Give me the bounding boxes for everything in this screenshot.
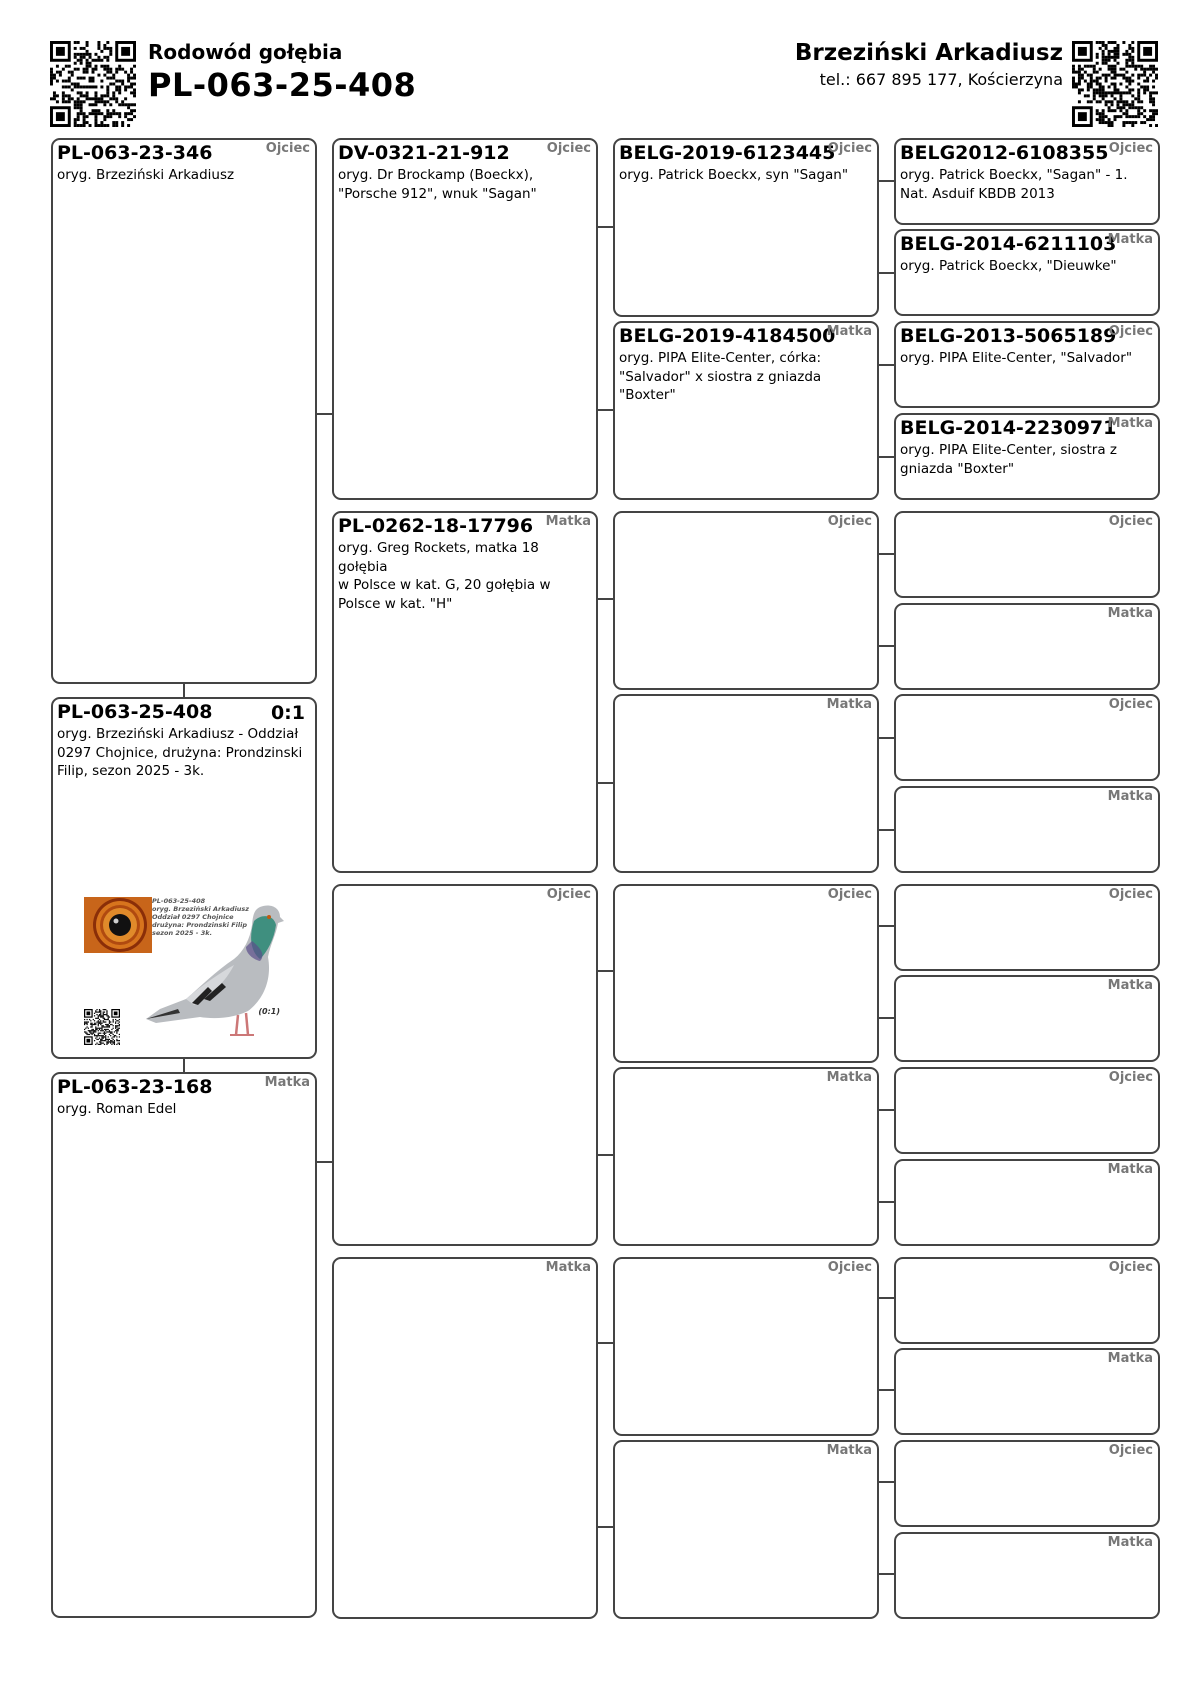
pedigree-card-mf[interactable]	[332, 884, 598, 1246]
pedigree-card-empty[interactable]	[894, 694, 1160, 781]
pedigree-card-mother[interactable]	[51, 1072, 317, 1618]
pedigree-card-ff[interactable]	[332, 138, 598, 500]
ring-number: DV-0321-21-912	[338, 142, 510, 164]
pedigree-card-empty[interactable]	[894, 1257, 1160, 1344]
score: 0:1	[270, 702, 305, 724]
pedigree-card-mm[interactable]	[332, 1257, 598, 1619]
photo-score: (0:1)	[258, 1007, 280, 1016]
description: oryg. Patrick Boeckx, syn "Sagan"	[619, 167, 849, 183]
role-label: Ojciec	[546, 141, 591, 156]
description: oryg. PIPA Elite-Center, córka: "Salvador" x siostra z gniazda "Boxter"	[619, 350, 822, 403]
pedigree-card-empty[interactable]	[894, 1348, 1160, 1435]
pedigree-card-fmm[interactable]	[613, 694, 879, 873]
ring-number: PL-0262-18-17796	[338, 515, 534, 537]
pedigree-card-ffff[interactable]	[894, 138, 1160, 225]
role-label: Ojciec	[1108, 514, 1153, 529]
description: oryg. PIPA Elite-Center, siostra z gniazda "Boxter"	[900, 442, 1117, 477]
owner-contact: tel.: 667 895 177, Kościerzyna	[819, 70, 1063, 89]
owner-name: Brzeziński Arkadiusz	[794, 40, 1063, 66]
pedigree-card-empty[interactable]	[894, 511, 1160, 598]
role-label: Matka	[826, 697, 872, 712]
qr-code-left	[50, 41, 136, 127]
ring-number: BELG-2019-6123445	[619, 142, 836, 164]
role-label: Ojciec	[1108, 887, 1153, 902]
description: oryg. Roman Edel	[57, 1101, 177, 1117]
pedigree-card-mff[interactable]	[613, 884, 879, 1063]
role-label: Ojciec	[827, 887, 872, 902]
role-label: Matka	[1107, 416, 1153, 431]
pedigree-card-fff[interactable]	[613, 138, 879, 317]
ring-number: PL-063-23-346	[57, 142, 213, 164]
pedigree-card-empty[interactable]	[894, 1159, 1160, 1246]
role-label: Matka	[826, 1443, 872, 1458]
description: oryg. Patrick Boeckx, "Dieuwke"	[900, 258, 1117, 274]
ring-number: BELG2012-6108355	[900, 142, 1109, 164]
role-label: Matka	[826, 1070, 872, 1085]
role-label: Matka	[545, 514, 591, 529]
ring-number: PL-063-23-168	[57, 1076, 213, 1098]
qr-code-photo	[84, 1009, 120, 1045]
photo-caption: PL-063-25-408 oryg. Brzeziński Arkadiusz Oddział 0297 Chojnice drużyna: Prondzinski Filip sezon 2025 - 3k.	[152, 897, 250, 937]
pedigree-card-empty[interactable]	[894, 786, 1160, 873]
role-label: Matka	[545, 1260, 591, 1275]
role-label: Matka	[1107, 606, 1153, 621]
ring-number: PL-063-25-408	[57, 701, 213, 723]
pedigree-card-mmm[interactable]	[613, 1440, 879, 1619]
pedigree-card-fm[interactable]	[332, 511, 598, 873]
pedigree-card-empty[interactable]	[894, 1440, 1160, 1527]
pedigree-card-empty[interactable]	[894, 884, 1160, 971]
description: oryg. Dr Brockamp (Boeckx), "Porsche 912", wnuk "Sagan"	[338, 167, 537, 202]
pigeon-image	[142, 895, 286, 1045]
role-label: Ojciec	[1108, 141, 1153, 156]
role-label: Ojciec	[827, 141, 872, 156]
role-label: Ojciec	[827, 514, 872, 529]
role-label: Matka	[1107, 1351, 1153, 1366]
role-label: Ojciec	[265, 141, 310, 156]
description: oryg. Brzeziński Arkadiusz	[57, 167, 235, 183]
pedigree-card-empty[interactable]	[894, 975, 1160, 1062]
ring-number: BELG-2014-6211103	[900, 233, 1117, 255]
pedigree-card-empty[interactable]	[894, 1067, 1160, 1154]
role-label: Matka	[1107, 232, 1153, 247]
pedigree-card-mfm[interactable]	[613, 1067, 879, 1246]
pedigree-card-empty[interactable]	[894, 603, 1160, 690]
qr-code-right	[1072, 41, 1158, 127]
role-label: Ojciec	[1108, 1443, 1153, 1458]
description: oryg. Patrick Boeckx, "Sagan" - 1. Nat. Asduif KBDB 2013	[900, 167, 1128, 202]
pedigree-card-ffm[interactable]	[613, 321, 879, 500]
document-title: PL-063-25-408	[148, 66, 417, 104]
pedigree-card-ffmm[interactable]	[894, 413, 1160, 500]
role-label: Ojciec	[1108, 1070, 1153, 1085]
pedigree-card-father[interactable]	[51, 138, 317, 684]
role-label: Ojciec	[546, 887, 591, 902]
description: oryg. Brzeziński Arkadiusz - Oddział 0297 Chojnice, drużyna: Prondzinski Filip, sezon 2025 - 3k.	[57, 726, 303, 779]
role-label: Ojciec	[1108, 697, 1153, 712]
role-label: Matka	[1107, 1535, 1153, 1550]
pedigree-card-fmf[interactable]	[613, 511, 879, 690]
pedigree-card-empty[interactable]	[894, 1532, 1160, 1619]
role-label: Matka	[826, 324, 872, 339]
role-label: Matka	[264, 1075, 310, 1090]
document-subtitle: Rodowód gołębia	[148, 40, 343, 64]
role-label: Matka	[1107, 1162, 1153, 1177]
ring-number: BELG-2014-2230971	[900, 417, 1117, 439]
role-label: Matka	[1107, 789, 1153, 804]
pedigree-card-fffm[interactable]	[894, 229, 1160, 316]
ring-number: BELG-2013-5065189	[900, 325, 1117, 347]
ring-number: BELG-2019-4184500	[619, 325, 836, 347]
pigeon-photo	[82, 895, 286, 1047]
description: oryg. PIPA Elite-Center, "Salvador"	[900, 350, 1133, 366]
role-label: Ojciec	[827, 1260, 872, 1275]
role-label: Ojciec	[1108, 1260, 1153, 1275]
role-label: Ojciec	[1108, 324, 1153, 339]
pedigree-card-ffmf[interactable]	[894, 321, 1160, 408]
pedigree-card-mmf[interactable]	[613, 1257, 879, 1436]
role-label: Matka	[1107, 978, 1153, 993]
description: oryg. Greg Rockets, matka 18 gołębia w Polsce w kat. G, 20 gołębia w Polsce w kat. "H"	[338, 540, 551, 612]
